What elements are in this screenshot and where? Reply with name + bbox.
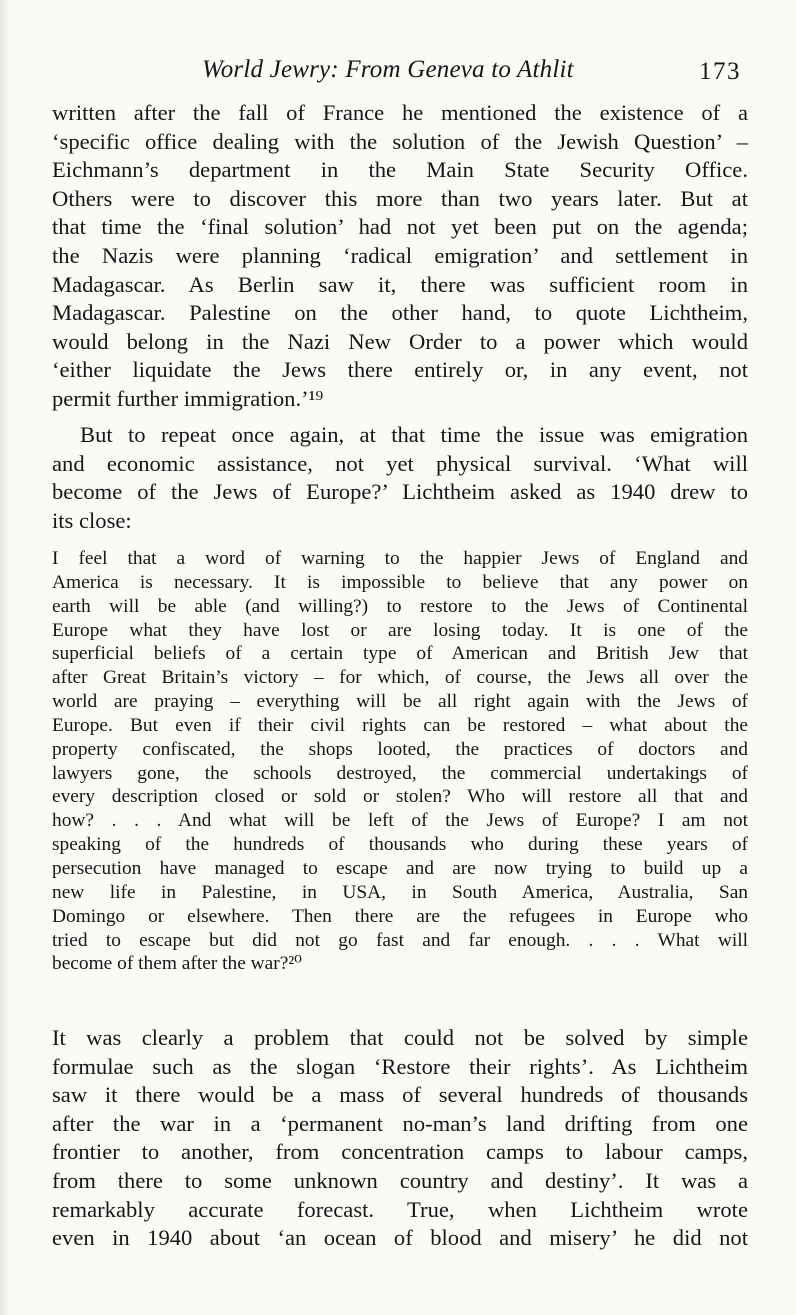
- quote-line: property confiscated, the shops looted, the practices of doctors and: [52, 738, 748, 760]
- quote-line: after Great Britain’s victory – for which, of course, the Jews all over the: [52, 667, 748, 689]
- text-line: saw it there would be a mass of several hundreds of thousands: [52, 1082, 748, 1108]
- quote-line: world are praying – everything will be all right again with the Jews of: [52, 691, 748, 713]
- quote-line: I feel that a word of warning to the happier Jews of England and: [52, 548, 748, 569]
- page-number: 173: [699, 58, 741, 85]
- quote-line: become of them after the war?²⁰: [52, 953, 302, 975]
- text-line: its close:: [52, 507, 132, 533]
- quote-line: tried to escape but did not go fast and far enough. . . . What will: [52, 929, 748, 951]
- quote-line: persecution have managed to escape and are now trying to build up a: [52, 857, 748, 879]
- text-line: ‘specific office dealing with the solution of the Jewish Question’ –: [52, 128, 748, 154]
- quote-line: superficial beliefs of a certain type of American and British Jew that: [52, 643, 748, 665]
- block-quote: [52, 547, 748, 976]
- paragraph-3: [52, 1024, 748, 1253]
- text-line: frontier to another, from concentration camps to labour camps,: [52, 1139, 748, 1165]
- quote-line: lawyers gone, the schools destroyed, the commercial undertakings of: [52, 762, 748, 784]
- text-line: But to repeat once again, at that time the issue was emigration: [80, 422, 748, 447]
- text-line: Madagascar. Palestine on the other hand, to quote Lichtheim,: [52, 300, 748, 326]
- text-line: after the war in a ‘permanent no-man’s land drifting from one: [52, 1110, 748, 1136]
- quote-line: new life in Palestine, in USA, in South America, Australia, San: [52, 881, 748, 903]
- text-line: formulae such as the slogan ‘Restore their rights’. As Lichtheim: [52, 1053, 748, 1079]
- text-line: ‘either liquidate the Jews there entirely or, in any event, not: [52, 357, 748, 383]
- text-line: become of the Jews of Europe?’ Lichtheim asked as 1940 drew to: [52, 479, 748, 505]
- text-line: Others were to discover this more than two years later. But at: [52, 185, 748, 211]
- quote-line: how? . . . And what will be left of the Jews of Europe? I am not: [52, 810, 748, 832]
- text-line: even in 1940 about ‘an ocean of blood and misery’ he did not: [52, 1225, 748, 1251]
- text-line: and economic assistance, not yet physical survival. ‘What will: [52, 450, 748, 476]
- text-line: It was clearly a problem that could not be solved by simple: [52, 1025, 748, 1050]
- quote-line: speaking of the hundreds of thousands who during these years of: [52, 834, 748, 856]
- paragraph-2: [52, 421, 748, 535]
- quote-line: Europe what they have lost or are losing today. It is one of the: [52, 619, 748, 641]
- page-header: [200, 56, 741, 90]
- running-title: World Jewry: From Geneva to Athlit: [202, 56, 574, 83]
- text-line: from there to some unknown country and destiny’. It was a: [52, 1167, 748, 1193]
- text-line: the Nazis were planning ‘radical emigration’ and settlement in: [52, 242, 748, 268]
- quote-line: every description closed or sold or stolen? Who will restore all that and: [52, 786, 748, 808]
- paragraph-1: [52, 99, 748, 414]
- text-line: Madagascar. As Berlin saw it, there was sufficient room in: [52, 271, 748, 297]
- quote-line: America is necessary. It is impossible to believe that any power on: [52, 571, 748, 593]
- text-line: permit further immigration.’¹⁹: [52, 385, 324, 411]
- quote-line: earth will be able (and willing?) to restore to the Jews of Continental: [52, 595, 748, 617]
- text-line: Eichmann’s department in the Main State Security Office.: [52, 157, 748, 183]
- text-line: remarkably accurate forecast. True, when Lichtheim wrote: [52, 1196, 748, 1222]
- quote-line: Domingo or elsewhere. Then there are the refugees in Europe who: [52, 905, 748, 927]
- text-line: would belong in the Nazi New Order to a power which would: [52, 328, 748, 354]
- quote-line: Europe. But even if their civil rights can be restored – what about the: [52, 714, 748, 736]
- text-line: written after the fall of France he mentioned the existence of a: [52, 100, 748, 125]
- text-line: that time the ‘final solution’ had not yet been put on the agenda;: [52, 214, 748, 240]
- scan-edge-shadow: [0, 0, 10, 1315]
